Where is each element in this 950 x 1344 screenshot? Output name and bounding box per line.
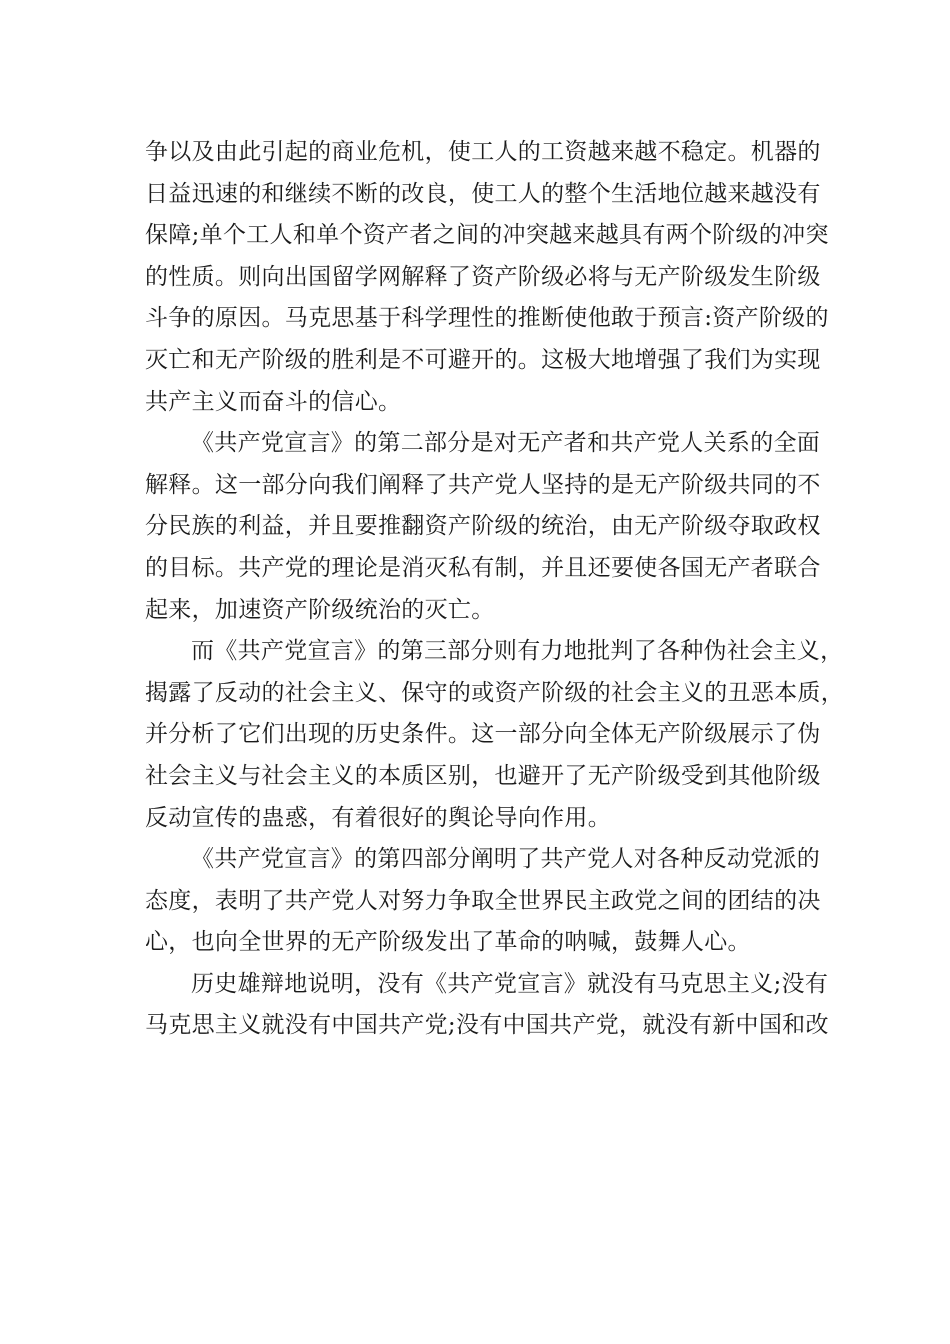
text-line: 历史雄辩地说明，没有《共产党宣言》就没有马克思主义;没有 xyxy=(191,970,829,997)
document-body xyxy=(145,132,844,1047)
text-line: 斗争的原因。马克思基于科学理性的推断使他敢于预言:资产阶级的 xyxy=(145,305,829,332)
text-line: 分民族的利益，并且要推翻资产阶级的统治，由无产阶级夺取政权 xyxy=(145,513,821,540)
text-line: 反动宣传的蛊惑，有着很好的舆论导向作用。 xyxy=(145,804,611,831)
text-line: 的性质。则向出国留学网解释了资产阶级必将与无产阶级发生阶级 xyxy=(145,263,821,290)
paragraph-2 xyxy=(145,423,821,631)
paragraph-3 xyxy=(145,631,844,839)
paragraph-4 xyxy=(145,839,821,964)
text-line: 共产主义而奋斗的信心。 xyxy=(145,388,402,415)
text-line: 争以及由此引起的商业危机，使工人的工资越来越不稳定。机器的 xyxy=(145,139,821,165)
text-line: 态度，表明了共产党人对努力争取全世界民主政党之间的团结的决 xyxy=(145,887,821,914)
text-line: 日益迅速的和继续不断的改良，使工人的整个生活地位越来越没有 xyxy=(145,180,821,207)
text-line: 起来，加速资产阶级统治的灭亡。 xyxy=(145,596,495,623)
text-line: 并分析了它们出现的历史条件。这一部分向全体无产阶级展示了伪 xyxy=(145,721,821,748)
text-line: 的目标。共产党的理论是消灭私有制，并且还要使各国无产者联合 xyxy=(145,554,821,581)
text-line: 社会主义与社会主义的本质区别，也避开了无产阶级受到其他阶级 xyxy=(145,762,821,789)
text-line: 保障;单个工人和单个资产者之间的冲突越来越具有两个阶级的冲突 xyxy=(145,222,829,249)
text-line: 心，也向全世界的无产阶级发出了革命的呐喊，鼓舞人心。 xyxy=(145,929,751,956)
text-line: 解释。这一部分向我们阐释了共产党人坚持的是无产阶级共同的不 xyxy=(145,471,821,498)
text-line: 灭亡和无产阶级的胜利是不可避开的。这极大地增强了我们为实现 xyxy=(145,346,821,373)
paragraph-5 xyxy=(145,964,829,1047)
paragraph-1 xyxy=(145,132,829,423)
text-line: 《共产党宣言》的第四部分阐明了共产党人对各种反动党派的 xyxy=(191,846,821,873)
text-line: 而《共产党宣言》的第三部分则有力地批判了各种伪社会主义， xyxy=(191,638,844,665)
text-line: 《共产党宣言》的第二部分是对无产者和共产党人关系的全面 xyxy=(191,430,821,457)
text-line: 揭露了反动的社会主义、保守的或资产阶级的社会主义的丑恶本质， xyxy=(145,679,844,706)
text-line: 马克思主义就没有中国共产党;没有中国共产党，就没有新中国和改 xyxy=(145,1012,829,1039)
